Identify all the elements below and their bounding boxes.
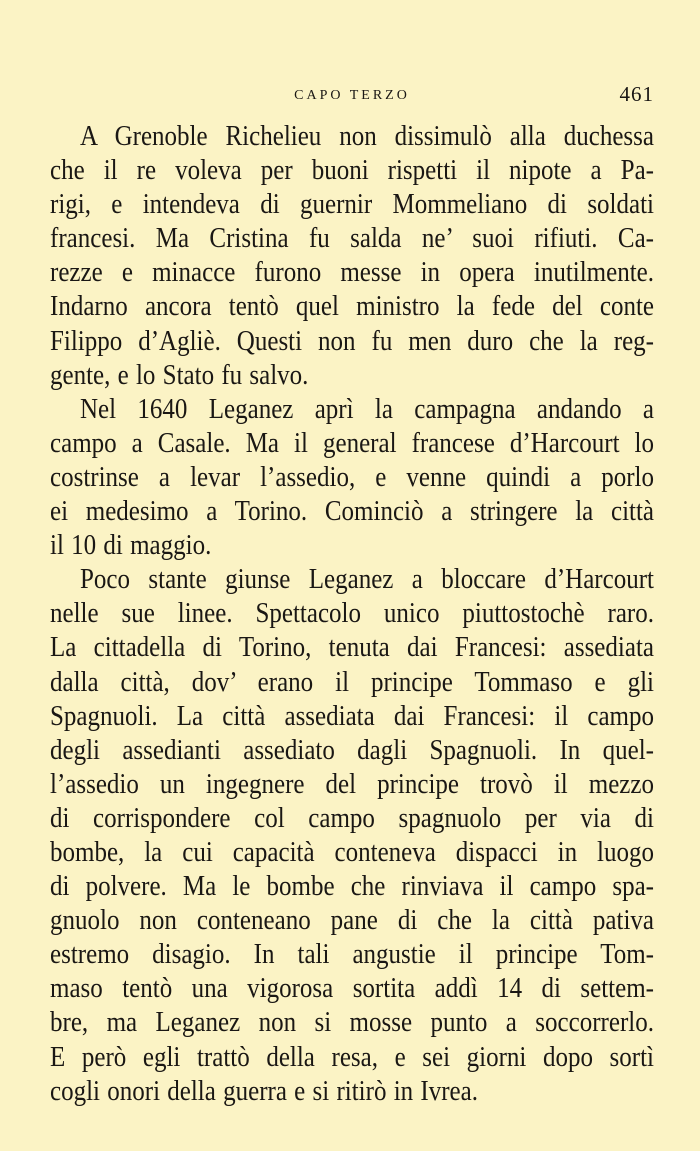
text-line: Indarno ancora tentò quel ministro la fede del conte bbox=[50, 291, 654, 323]
text-line: campo a Casale. Ma il general francese d’Harcourt lo bbox=[50, 428, 654, 459]
text-line: nelle sue linee. Spettacolo unico piuttostochè raro. bbox=[50, 598, 654, 629]
running-head: CAPO TERZO bbox=[294, 88, 410, 103]
text-line: Filippo d’Agliè. Questi non fu men duro che la reg- bbox=[50, 325, 654, 357]
text-line: di polvere. Ma le bombe che rinviava il campo spa- bbox=[50, 871, 654, 902]
body-text bbox=[50, 120, 654, 1109]
text-line: ei medesimo a Torino. Cominciò a stringere la città bbox=[50, 496, 654, 527]
text-line: che il re voleva per buoni rispetti il nipote a Pa- bbox=[50, 155, 654, 186]
text-line: E però egli trattò della resa, e sei giorni dopo sortì bbox=[50, 1041, 654, 1073]
page-number: 461 bbox=[619, 82, 654, 106]
text-line: di corrispondere col campo spagnuolo per via di bbox=[50, 803, 654, 834]
text-line: A Grenoble Richelieu non dissimulò alla duchessa bbox=[80, 121, 654, 152]
text-line: cogli onori della guerra e si ritirò in Ivrea. bbox=[50, 1075, 478, 1107]
text-line: l’assedio un ingegnere del principe trovò il mezzo bbox=[50, 769, 654, 800]
page-header bbox=[50, 82, 654, 112]
text-line: il 10 di maggio. bbox=[50, 530, 212, 561]
text-line: gente, e lo Stato fu salvo. bbox=[50, 359, 309, 391]
text-line: degli assedianti assediato dagli Spagnuoli. In quel- bbox=[50, 735, 654, 766]
paragraph-1 bbox=[50, 120, 654, 393]
text-line: gnuolo non conteneano pane di che la città pativa bbox=[50, 905, 654, 936]
text-line: bombe, la cui capacità conteneva dispacci in luogo bbox=[50, 837, 654, 868]
text-line: rezze e minacce furono messe in opera inutilmente. bbox=[50, 257, 654, 288]
text-line: bre, ma Leganez non si mosse punto a soccorrerlo. bbox=[50, 1007, 654, 1038]
text-line: La cittadella di Torino, tenuta dai Francesi: assediata bbox=[50, 632, 654, 663]
text-line: francesi. Ma Cristina fu salda ne’ suoi rifiuti. Ca- bbox=[50, 223, 654, 254]
paragraph-2 bbox=[50, 393, 654, 563]
text-line: maso tentò una vigorosa sortita addì 14 di settem- bbox=[50, 973, 654, 1004]
text-line: costrinse a levar l’assedio, e venne quindi a porlo bbox=[50, 462, 654, 493]
text-line: estremo disagio. In tali angustie il principe Tom- bbox=[50, 939, 654, 970]
text-line: rigi, e intendeva di guernir Mommeliano di soldati bbox=[50, 189, 654, 220]
text-line: Poco stante giunse Leganez a bloccare d’Harcourt bbox=[80, 564, 654, 595]
text-line: Nel 1640 Leganez aprì la campagna andando a bbox=[80, 394, 654, 425]
text-line: Spagnuoli. La città assediata dai Francesi: il campo bbox=[50, 700, 654, 732]
paragraph-3 bbox=[50, 563, 654, 1109]
text-line: dalla città, dov’ erano il principe Tommaso e gli bbox=[50, 666, 654, 698]
